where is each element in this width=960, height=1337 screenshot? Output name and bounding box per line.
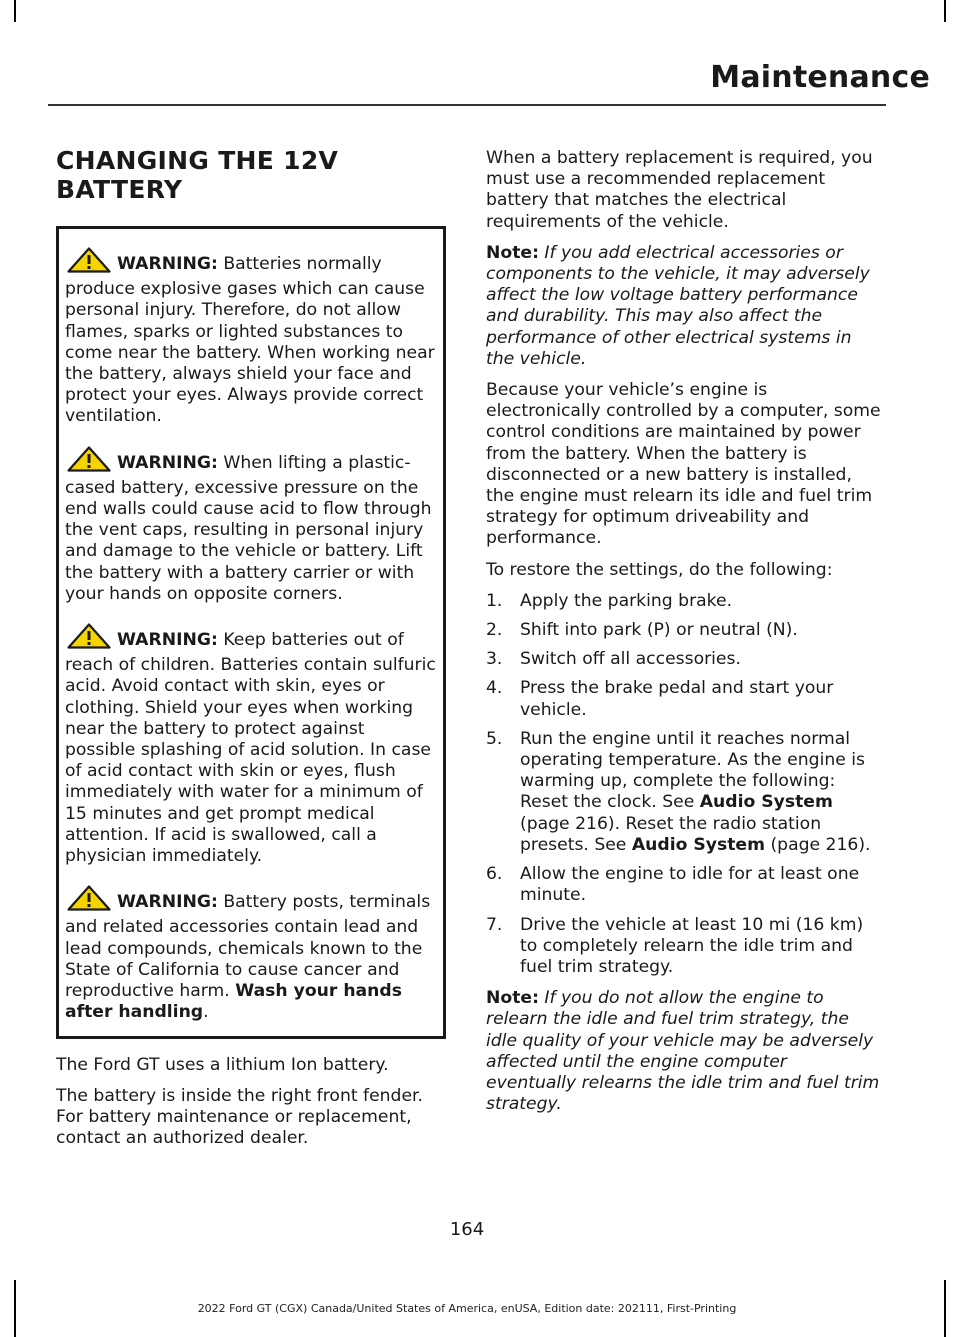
step-text: (page 216). Reset the radio station presets. See xyxy=(520,813,822,855)
warning-label: WARNING: xyxy=(117,452,218,473)
warning-triangle-icon xyxy=(67,885,111,917)
body-paragraph: The Ford GT uses a lithium Ion battery. xyxy=(56,1054,389,1075)
intro-paragraph: When a battery replacement is required, you must use a recommended replacement battery that matches the electrical requirements of the vehicle. xyxy=(486,148,873,232)
warning-label: WARNING: xyxy=(117,630,218,651)
list-item xyxy=(486,729,882,856)
header-divider xyxy=(48,104,886,106)
warning-tail: . xyxy=(203,1002,209,1023)
step-text: Run the engine until it reaches normal operating temperature. As the engine is warming up, complete the following: Reset the clock. See xyxy=(520,728,866,813)
warning-triangle-icon xyxy=(67,446,111,478)
warning-triangle-icon xyxy=(67,247,111,279)
step-number: 2. xyxy=(486,620,503,641)
warning-text: Batteries normally produce explosive gases which can cause personal injury. Therefore, do not allow flames, sparks or lighted substances to come near the battery. When working near the battery, always shield your face and protect your eyes. Always provide correct ventilation. xyxy=(65,254,435,427)
warning-text: Battery posts, terminals and related accessories contain lead and lead compounds, chemicals known to the State of California to cause cancer and reproductive harm. xyxy=(65,892,431,1002)
steps-list xyxy=(486,591,882,978)
list-item xyxy=(486,678,882,720)
step-text: Drive the vehicle at least 10 mi (16 km) to completely relearn the idle trim and fuel trim strategy. xyxy=(520,914,864,977)
right-column xyxy=(486,148,882,1125)
step-text: Apply the parking brake. xyxy=(520,590,733,611)
step-text: Press the brake pedal and start your vehicle. xyxy=(520,678,834,720)
warning-triangle-icon xyxy=(67,623,111,655)
warning-text: When lifting a plastic-cased battery, excessive pressure on the end walls could cause acid to flow through the vent caps, resulting in personal injury and damage to the vehicle or battery. Lift the battery with a battery carrier or with your hands on opposite corners. xyxy=(65,452,432,604)
step-text: (page 216). xyxy=(764,834,871,855)
note-label: Note: xyxy=(486,988,539,1009)
page-number: 164 xyxy=(449,1219,485,1240)
body-paragraph: To restore the settings, do the following: xyxy=(486,559,833,580)
left-column xyxy=(56,140,446,1159)
warning-item xyxy=(65,885,437,1023)
list-item xyxy=(486,864,882,906)
step-text: Allow the engine to idle for at least one minute. xyxy=(520,864,860,906)
body-paragraph: The battery is inside the right front fender. For battery maintenance or replacement, contact an authorized dealer. xyxy=(56,1085,423,1149)
warning-label: WARNING: xyxy=(117,892,218,913)
audio-system-link[interactable]: Audio System xyxy=(631,834,765,855)
crop-mark-bottom-right xyxy=(944,1280,946,1337)
warning-label: WARNING: xyxy=(117,254,218,274)
page-title: Maintenance xyxy=(710,60,930,95)
note-text: If you add electrical accessories or components to the vehicle, it may adversely affect the low voltage battery performance and durability. This may also affect the performance of other electrical systems in the vehicle. xyxy=(486,242,870,369)
section-title: CHANGING THE 12V BATTERY xyxy=(56,146,339,204)
note xyxy=(486,988,882,1115)
footer-edition: 2022 Ford GT (CGX) Canada/United States of America, enUSA, Edition date: 202111, First-Printing xyxy=(197,1302,737,1315)
list-item xyxy=(486,915,882,979)
step-text: Shift into park (P) or neutral (N). xyxy=(520,620,798,641)
warning-emphasis: Wash your hands after handling xyxy=(65,981,402,1023)
warning-text: Keep batteries out of reach of children. Batteries contain sulfuric acid. Avoid contact with skin, eyes or clothing. Shield your eyes when working near the battery to protect against possible splashing of acid solution. In case of acid contact with skin or eyes, flush immediately with water for a minimum of 15 minutes and get prompt medical attention. If acid is swallowed, call a physician immediately. xyxy=(65,630,436,867)
note-text: If you do not allow the engine to relearn the idle and fuel trim strategy, the idle quality of your vehicle may be adversely affected until the engine computer eventually relearns the idle trim and fuel trim strategy. xyxy=(486,988,880,1115)
step-number: 1. xyxy=(486,590,503,611)
step-number: 7. xyxy=(486,914,503,935)
list-item xyxy=(486,649,882,670)
note xyxy=(486,243,882,370)
list-item xyxy=(486,620,882,641)
warning-item xyxy=(65,247,437,428)
warning-box xyxy=(56,226,446,1039)
crop-mark-top-right xyxy=(944,0,946,22)
step-number: 4. xyxy=(486,678,503,699)
warning-item xyxy=(65,446,437,605)
audio-system-link[interactable]: Audio System xyxy=(699,792,833,813)
step-number: 6. xyxy=(486,864,503,885)
step-number: 3. xyxy=(486,649,503,670)
list-item xyxy=(486,591,882,612)
crop-mark-top-left xyxy=(14,0,16,22)
step-text: Switch off all accessories. xyxy=(520,649,741,670)
warning-item xyxy=(65,623,437,867)
step-number: 5. xyxy=(486,728,503,749)
body-paragraph: Because your vehicle’s engine is electronically controlled by a computer, some control conditions are maintained by power from the battery. When the battery is disconnected or a new battery is installed, the engine must relearn its idle and fuel trim strategy for optimum driveability and performance. xyxy=(486,380,881,549)
note-label: Note: xyxy=(486,242,539,263)
